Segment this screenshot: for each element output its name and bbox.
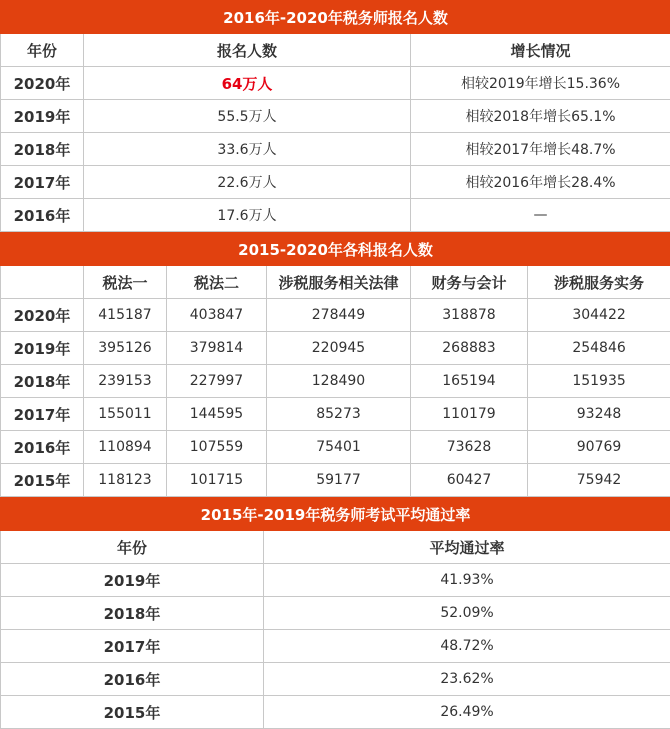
cell-finance-accounting: 318878 bbox=[411, 299, 528, 332]
table-row bbox=[1, 199, 670, 232]
cell-tax-practice: 75942 bbox=[528, 464, 670, 497]
header-tax-law-2: 税法二 bbox=[167, 266, 267, 299]
header-growth: 增长情况 bbox=[411, 34, 670, 67]
row-growth: 相较2017年增长48.7% bbox=[411, 133, 670, 166]
cell-finance-accounting: 73628 bbox=[411, 431, 528, 464]
table-row bbox=[1, 663, 670, 696]
cell-tax-law-1: 239153 bbox=[84, 365, 167, 398]
row-rate: 41.93% bbox=[264, 564, 670, 597]
cell-tax-practice: 90769 bbox=[528, 431, 670, 464]
cell-tax-practice: 151935 bbox=[528, 365, 670, 398]
header-tax-law-1: 税法一 bbox=[84, 266, 167, 299]
table-row bbox=[1, 696, 670, 729]
row-year: 2019年 bbox=[1, 100, 84, 133]
cell-finance-accounting: 60427 bbox=[411, 464, 528, 497]
subject-title: 2015-2020年各科报名人数 bbox=[1, 233, 670, 266]
table-row bbox=[1, 166, 670, 199]
row-year: 2020年 bbox=[1, 67, 84, 100]
table-row bbox=[1, 100, 670, 133]
cell-finance-accounting: 110179 bbox=[411, 398, 528, 431]
header-finance-accounting: 财务与会计 bbox=[411, 266, 528, 299]
row-growth: — bbox=[411, 199, 670, 232]
cell-related-law: 85273 bbox=[267, 398, 411, 431]
row-year: 2018年 bbox=[1, 365, 84, 398]
cell-tax-law-2: 107559 bbox=[167, 431, 267, 464]
row-growth: 相较2019年增长15.36% bbox=[411, 67, 670, 100]
pass-rate-table bbox=[0, 497, 670, 729]
header-tax-practice: 涉税服务实务 bbox=[528, 266, 670, 299]
header-count: 报名人数 bbox=[84, 34, 411, 67]
row-year: 2016年 bbox=[1, 199, 84, 232]
cell-tax-law-1: 118123 bbox=[84, 464, 167, 497]
row-rate: 48.72% bbox=[264, 630, 670, 663]
row-rate: 23.62% bbox=[264, 663, 670, 696]
row-year: 2016年 bbox=[1, 663, 264, 696]
cell-tax-law-2: 101715 bbox=[167, 464, 267, 497]
registration-title: 2016年-2020年税务师报名人数 bbox=[1, 1, 670, 34]
cell-tax-law-2: 227997 bbox=[167, 365, 267, 398]
table-row bbox=[1, 564, 670, 597]
row-count: 17.6万人 bbox=[84, 199, 411, 232]
cell-related-law: 220945 bbox=[267, 332, 411, 365]
cell-tax-law-2: 144595 bbox=[167, 398, 267, 431]
header-year: 年份 bbox=[1, 34, 84, 67]
cell-related-law: 128490 bbox=[267, 365, 411, 398]
row-year: 2020年 bbox=[1, 299, 84, 332]
cell-related-law: 59177 bbox=[267, 464, 411, 497]
cell-tax-law-2: 379814 bbox=[167, 332, 267, 365]
cell-finance-accounting: 268883 bbox=[411, 332, 528, 365]
row-year: 2015年 bbox=[1, 696, 264, 729]
table-row bbox=[1, 67, 670, 100]
table-row bbox=[1, 630, 670, 663]
row-year: 2017年 bbox=[1, 398, 84, 431]
header-pass-rate: 平均通过率 bbox=[264, 531, 670, 564]
row-count: 64万人 bbox=[84, 67, 411, 100]
row-count: 33.6万人 bbox=[84, 133, 411, 166]
cell-tax-law-1: 415187 bbox=[84, 299, 167, 332]
table-row bbox=[1, 597, 670, 630]
cell-related-law: 75401 bbox=[267, 431, 411, 464]
header-related-law: 涉税服务相关法律 bbox=[267, 266, 411, 299]
table-row bbox=[1, 133, 670, 166]
cell-tax-practice: 93248 bbox=[528, 398, 670, 431]
row-count: 55.5万人 bbox=[84, 100, 411, 133]
table-row bbox=[1, 398, 670, 431]
row-year: 2019年 bbox=[1, 564, 264, 597]
table-row bbox=[1, 431, 670, 464]
cell-tax-practice: 254846 bbox=[528, 332, 670, 365]
cell-tax-law-2: 403847 bbox=[167, 299, 267, 332]
header-blank bbox=[1, 266, 84, 299]
table-row bbox=[1, 299, 670, 332]
row-year: 2018年 bbox=[1, 133, 84, 166]
cell-tax-law-1: 395126 bbox=[84, 332, 167, 365]
table-row bbox=[1, 365, 670, 398]
row-growth: 相较2016年增长28.4% bbox=[411, 166, 670, 199]
pass-rate-title: 2015年-2019年税务师考试平均通过率 bbox=[1, 498, 670, 531]
table-row bbox=[1, 332, 670, 365]
subject-table bbox=[0, 232, 670, 497]
table-row bbox=[1, 464, 670, 497]
registration-table bbox=[0, 0, 670, 232]
cell-tax-practice: 304422 bbox=[528, 299, 670, 332]
cell-related-law: 278449 bbox=[267, 299, 411, 332]
cell-tax-law-1: 110894 bbox=[84, 431, 167, 464]
row-count: 22.6万人 bbox=[84, 166, 411, 199]
row-rate: 52.09% bbox=[264, 597, 670, 630]
cell-finance-accounting: 165194 bbox=[411, 365, 528, 398]
row-year: 2017年 bbox=[1, 166, 84, 199]
row-year: 2019年 bbox=[1, 332, 84, 365]
cell-tax-law-1: 155011 bbox=[84, 398, 167, 431]
row-growth: 相较2018年增长65.1% bbox=[411, 100, 670, 133]
row-rate: 26.49% bbox=[264, 696, 670, 729]
row-year: 2015年 bbox=[1, 464, 84, 497]
row-year: 2017年 bbox=[1, 630, 264, 663]
row-year: 2018年 bbox=[1, 597, 264, 630]
row-year: 2016年 bbox=[1, 431, 84, 464]
header-year: 年份 bbox=[1, 531, 264, 564]
